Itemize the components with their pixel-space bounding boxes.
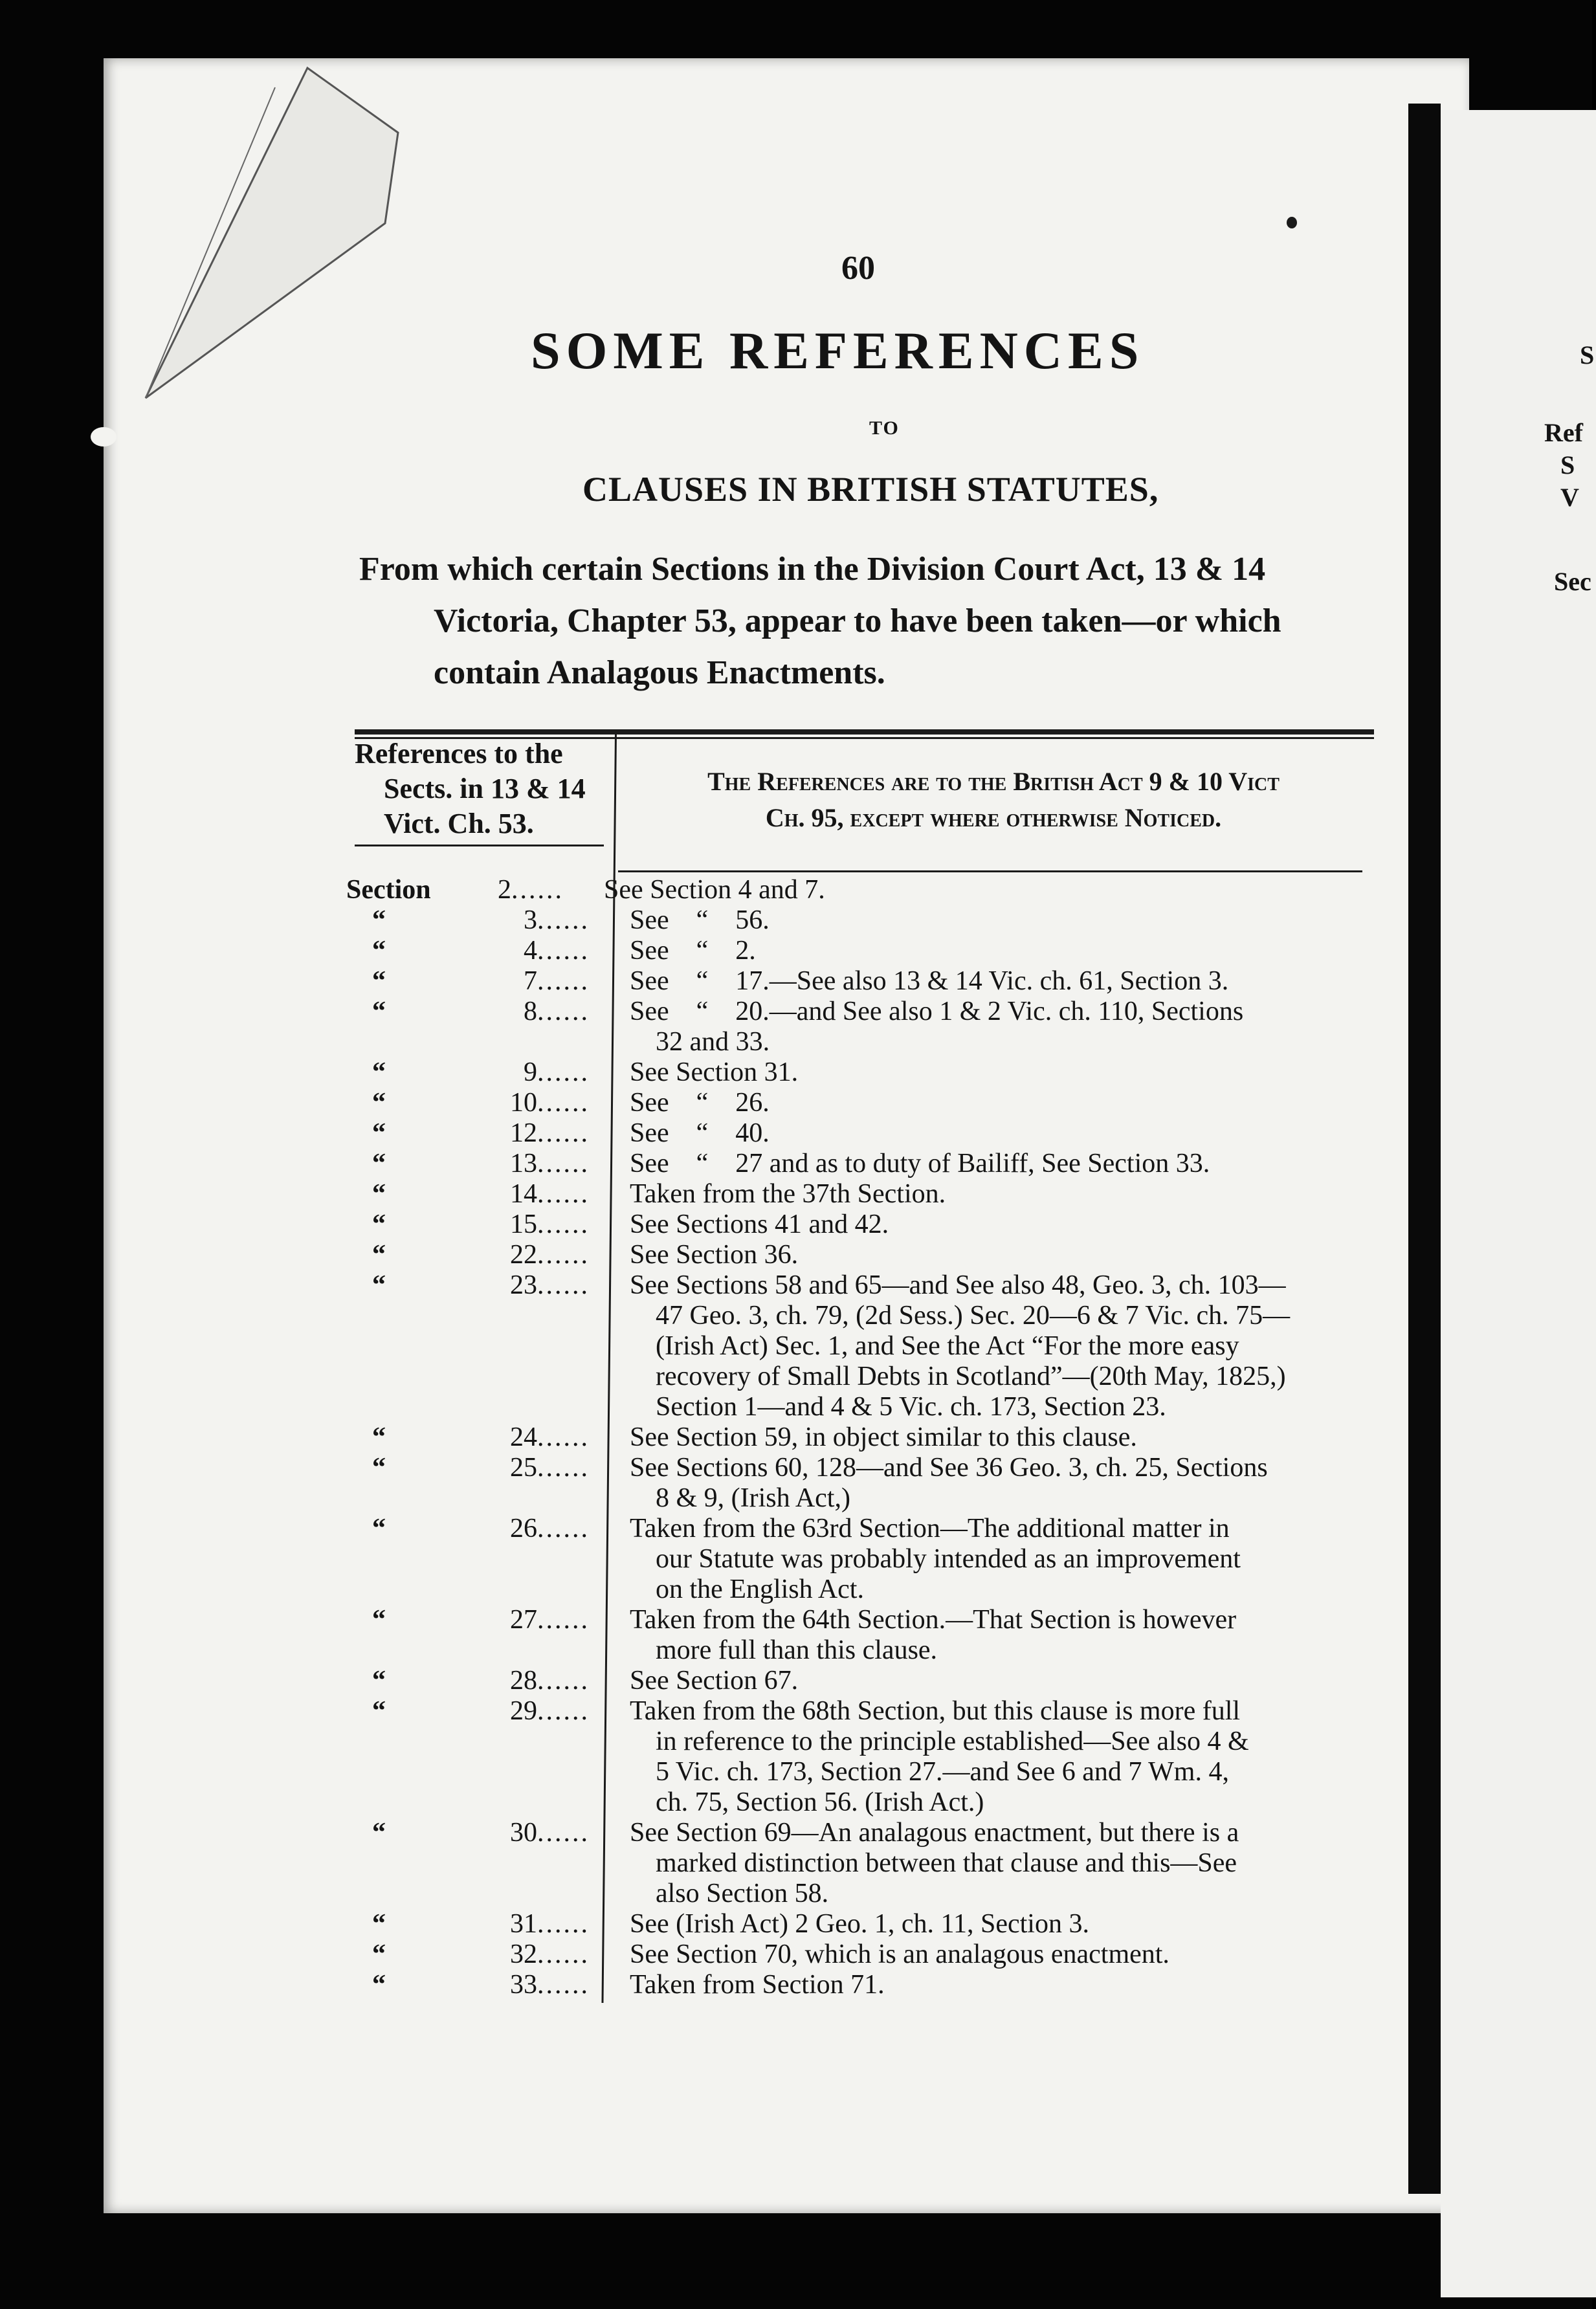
- leader-dots: ......: [537, 1605, 590, 1635]
- table-row: [346, 1240, 1382, 1270]
- next-page-fragment: V: [1560, 483, 1579, 512]
- section-number: 12: [510, 1118, 537, 1148]
- reference-text: [625, 1970, 1382, 2000]
- row-label: “: [372, 1605, 386, 1635]
- reference-line: See Sections 58 and 65—and See also 48, Geo. 3, ch. 103—: [630, 1270, 1286, 1300]
- section-number: 28: [510, 1666, 537, 1696]
- page-subtitle: CLAUSES IN BRITISH STATUTES,: [582, 470, 1159, 509]
- reference-line: Taken from Section 71.: [630, 1970, 885, 2000]
- title-connector: TO: [869, 417, 900, 439]
- reference-line: (Irish Act) Sec. 1, and See the Act “For the more easy: [656, 1331, 1239, 1361]
- row-label: “: [372, 1453, 386, 1483]
- row-label: “: [372, 905, 386, 935]
- reference-line: 8 & 9, (Irish Act,): [656, 1483, 850, 1513]
- reference-line: See “ 27 and as to duty of Bailiff, See Section 33.: [630, 1149, 1210, 1178]
- table-row: [346, 1210, 1382, 1240]
- section-number: 14: [510, 1179, 537, 1209]
- reference-text: [625, 1270, 1382, 1422]
- row-label: “: [372, 1514, 386, 1543]
- leader-dots: ......: [537, 1149, 590, 1178]
- next-page-fragment: S: [1580, 340, 1595, 370]
- row-label: “: [372, 1666, 386, 1696]
- leader-dots: ......: [537, 1210, 590, 1239]
- row-label: “: [372, 1970, 386, 2000]
- row-label: “: [372, 1210, 386, 1239]
- reference-line: Section 1—and 4 & 5 Vic. ch. 173, Section 23.: [656, 1392, 1166, 1422]
- reference-line: See (Irish Act) 2 Geo. 1, ch. 11, Section 3.: [630, 1909, 1089, 1939]
- references-table: [346, 875, 1382, 2000]
- section-number: 3: [524, 905, 537, 935]
- reference-text: [625, 1605, 1382, 1666]
- reference-text: [625, 1909, 1382, 1939]
- leader-dots: ......: [537, 966, 590, 996]
- row-label: “: [372, 1149, 386, 1178]
- reference-line: Taken from the 64th Section.—That Section is however: [630, 1605, 1237, 1635]
- column-header-line: Ch. 95, except where otherwise Noticed.: [765, 803, 1222, 832]
- reference-line: our Statute was probably intended as an improvement: [656, 1544, 1241, 1574]
- reference-line: ch. 75, Section 56. (Irish Act.): [656, 1787, 984, 1817]
- folded-corner-icon: [146, 61, 417, 398]
- leader-dots: ......: [537, 1970, 590, 2000]
- reference-text: [625, 1818, 1382, 1909]
- subtitle-line: Victoria, Chapter 53, appear to have been taken—or which: [434, 602, 1281, 639]
- reference-text: [625, 1057, 1382, 1088]
- reference-line: 5 Vic. ch. 173, Section 27.—and See 6 and 7 Wm. 4,: [656, 1757, 1229, 1787]
- reference-text: [625, 966, 1382, 997]
- reference-line: See “ 40.: [630, 1118, 770, 1148]
- row-label: “: [372, 1057, 386, 1087]
- leader-dots: ......: [537, 905, 590, 935]
- leader-dots: ......: [537, 1118, 590, 1148]
- table-row: [346, 1605, 1382, 1666]
- section-number: 15: [510, 1210, 537, 1239]
- reference-line: See “ 2.: [630, 936, 756, 966]
- table-row: [346, 1118, 1382, 1149]
- column-header-line: References to the: [355, 738, 563, 769]
- leader-dots: ......: [537, 1666, 590, 1696]
- section-number: 22: [510, 1240, 537, 1270]
- leader-dots: ......: [537, 1818, 590, 1848]
- reference-text: [599, 875, 1382, 905]
- reference-line: See Section 70, which is an analagous enactment.: [630, 1939, 1169, 1969]
- reference-line: on the English Act.: [656, 1574, 864, 1604]
- leader-dots: ......: [537, 1909, 590, 1939]
- row-label: “: [372, 1179, 386, 1209]
- leader-dots: ......: [537, 1240, 590, 1270]
- section-number: 23: [510, 1270, 537, 1300]
- table-top-rule: [355, 729, 1374, 735]
- section-number: 2: [498, 875, 511, 905]
- reference-line: See Sections 60, 128—and See 36 Geo. 3, ch. 25, Sections: [630, 1453, 1268, 1483]
- section-number: 32: [510, 1939, 537, 1969]
- row-label: “: [372, 1909, 386, 1939]
- reference-line: 32 and 33.: [656, 1027, 770, 1057]
- next-page-fragment: Ref: [1544, 418, 1583, 447]
- table-row: [346, 1149, 1382, 1179]
- reference-line: See “ 20.—and See also 1 & 2 Vic. ch. 110, Sections: [630, 997, 1244, 1026]
- reference-line: See Section 69—An analagous enactment, but there is a: [630, 1818, 1239, 1848]
- section-number: 4: [524, 936, 537, 966]
- row-label: “: [372, 997, 386, 1026]
- table-row: [346, 1453, 1382, 1514]
- table-row: [346, 905, 1382, 936]
- table-row: [346, 1666, 1382, 1696]
- reference-line: also Section 58.: [656, 1879, 829, 1908]
- reference-text: [625, 1179, 1382, 1210]
- section-number: 8: [524, 997, 537, 1026]
- leader-dots: ......: [537, 1939, 590, 1969]
- section-number: 31: [510, 1909, 537, 1939]
- table-row: [346, 1514, 1382, 1605]
- table-row: [346, 1696, 1382, 1818]
- reference-line: See “ 17.—See also 13 & 14 Vic. ch. 61, Section 3.: [630, 966, 1229, 996]
- reference-line: See “ 26.: [630, 1088, 770, 1118]
- section-number: 30: [510, 1818, 537, 1848]
- section-number: 10: [510, 1088, 537, 1118]
- column-header-right: [618, 764, 1369, 836]
- section-number: 29: [510, 1696, 537, 1726]
- reference-text: [625, 905, 1382, 936]
- row-label: “: [372, 1818, 386, 1848]
- table-row: [346, 875, 1382, 905]
- table-row: [346, 997, 1382, 1057]
- reference-text: [625, 1666, 1382, 1696]
- next-page-fragment: Sec: [1554, 567, 1591, 596]
- leader-dots: ......: [537, 1514, 590, 1543]
- row-label: “: [372, 1422, 386, 1452]
- reference-line: Taken from the 37th Section.: [630, 1179, 946, 1209]
- page-title: SOME REFERENCES: [531, 321, 1145, 380]
- table-row: [346, 1909, 1382, 1939]
- leader-dots: ......: [537, 1057, 590, 1087]
- section-number: 33: [510, 1970, 537, 2000]
- section-number: 7: [524, 966, 537, 996]
- table-row: [346, 1179, 1382, 1210]
- table-row: [346, 1818, 1382, 1909]
- leader-dots: ......: [537, 1422, 590, 1452]
- reference-text: [625, 1422, 1382, 1453]
- reference-line: See Section 4 and 7.: [604, 875, 825, 905]
- table-row: [346, 1939, 1382, 1970]
- section-number: 26: [510, 1514, 537, 1543]
- leader-dots: ......: [511, 875, 564, 905]
- reference-text: [625, 1939, 1382, 1970]
- reference-line: See Section 31.: [630, 1057, 799, 1087]
- reference-text: [625, 1088, 1382, 1118]
- reference-line: See Sections 41 and 42.: [630, 1210, 889, 1239]
- leader-dots: ......: [537, 1179, 590, 1209]
- subtitle-line: From which certain Sections in the Division Court Act, 13 & 14: [359, 551, 1266, 588]
- table-row: [346, 1422, 1382, 1453]
- row-label: “: [372, 936, 386, 966]
- reference-text: [625, 1514, 1382, 1605]
- reference-text: [625, 1240, 1382, 1270]
- table-row: [346, 1088, 1382, 1118]
- leader-dots: ......: [537, 1088, 590, 1118]
- leader-dots: ......: [537, 1270, 590, 1300]
- leader-dots: ......: [537, 936, 590, 966]
- next-page-fragment: S: [1560, 450, 1575, 480]
- reference-line: Taken from the 68th Section, but this clause is more full: [630, 1696, 1241, 1726]
- row-label: “: [372, 966, 386, 996]
- column-header-left: [355, 736, 610, 841]
- section-number: 25: [510, 1453, 537, 1483]
- header-rule-left: [355, 845, 604, 846]
- table-row: [346, 936, 1382, 966]
- subtitle-paragraph: [359, 544, 1388, 699]
- reference-line: See “ 56.: [630, 905, 770, 935]
- table-row: [346, 1057, 1382, 1088]
- row-label: “: [372, 1939, 386, 1969]
- table-row: [346, 1970, 1382, 2000]
- table-row: [346, 966, 1382, 997]
- reference-text: [625, 1149, 1382, 1179]
- reference-line: See Section 36.: [630, 1240, 799, 1270]
- section-number: 27: [510, 1605, 537, 1635]
- row-label: “: [372, 1240, 386, 1270]
- row-label: “: [372, 1270, 386, 1300]
- reference-line: more full than this clause.: [656, 1635, 938, 1665]
- reference-line: See Section 67.: [630, 1666, 799, 1696]
- table-row: [346, 1270, 1382, 1422]
- row-label: “: [372, 1088, 386, 1118]
- next-page-edge: [1441, 110, 1596, 2297]
- section-number: 9: [524, 1057, 537, 1087]
- section-number: 13: [510, 1149, 537, 1178]
- reference-line: Taken from the 63rd Section—The additional matter in: [630, 1514, 1230, 1543]
- reference-line: 47 Geo. 3, ch. 79, (2d Sess.) Sec. 20—6 & 7 Vic. ch. 75—: [656, 1301, 1291, 1331]
- reference-text: [625, 1118, 1382, 1149]
- reference-line: in reference to the principle established—See also 4 &: [656, 1727, 1249, 1756]
- reference-text: [625, 997, 1382, 1057]
- book-gutter: [1408, 104, 1441, 2194]
- reference-line: marked distinction between that clause and this—See: [656, 1848, 1237, 1878]
- row-label: Section: [346, 875, 431, 905]
- leader-dots: ......: [537, 1696, 590, 1726]
- column-header-line: Vict. Ch. 53.: [384, 808, 534, 839]
- reference-text: [625, 1453, 1382, 1514]
- page-number: 60: [841, 250, 875, 287]
- subtitle-line: contain Analagous Enactments.: [434, 654, 885, 691]
- header-rule-right: [618, 870, 1362, 872]
- column-header-line: The References are to the British Act 9 & 10 Vict: [707, 767, 1280, 796]
- column-header-line: Sects. in 13 & 14: [384, 773, 586, 804]
- reference-line: recovery of Small Debts in Scotland”—(20th May, 1825,): [656, 1362, 1286, 1391]
- reference-line: See Section 59, in object similar to this clause.: [630, 1422, 1137, 1452]
- reference-text: [625, 1696, 1382, 1818]
- reference-text: [625, 1210, 1382, 1240]
- leader-dots: ......: [537, 1453, 590, 1483]
- leader-dots: ......: [537, 997, 590, 1026]
- reference-text: [625, 936, 1382, 966]
- row-label: “: [372, 1118, 386, 1148]
- row-label: “: [372, 1696, 386, 1726]
- section-number: 24: [510, 1422, 537, 1452]
